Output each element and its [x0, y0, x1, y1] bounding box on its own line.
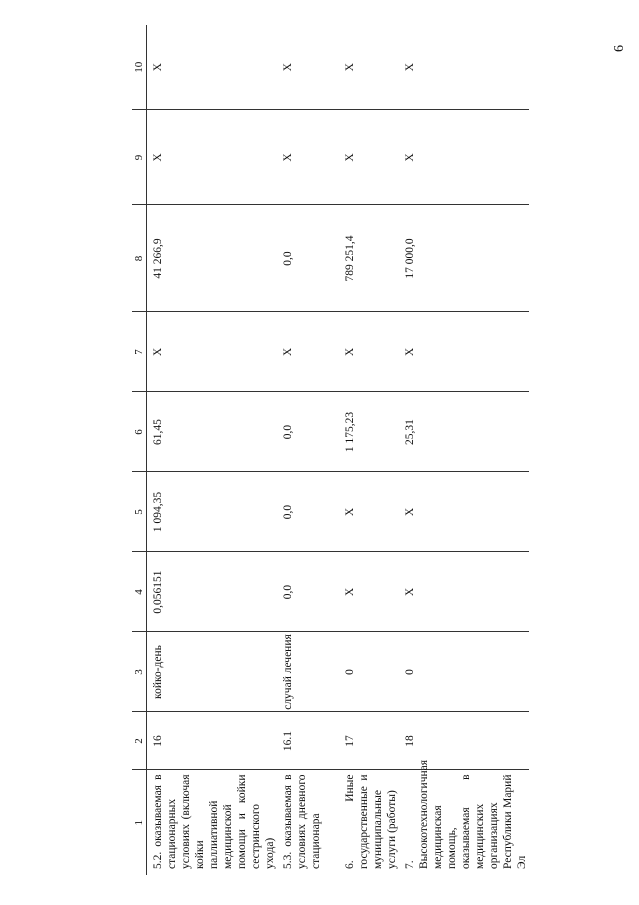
column-number: 8: [132, 205, 147, 312]
column-number: 4: [132, 552, 147, 632]
row-cost: X: [399, 472, 529, 552]
row-per-capita: 0,0: [277, 392, 339, 472]
row-col9: X: [277, 110, 339, 205]
row-unit: 0: [399, 632, 529, 712]
row-total: 789 251,4: [339, 205, 399, 312]
column-number: 3: [132, 632, 147, 712]
row-col7: X: [399, 312, 529, 392]
row-name: 7. Высокотехнологичная медицинская помощь, оказываемая в медицинских организациях Республики Марий Эл: [404, 759, 528, 869]
page-number: 6: [612, 45, 627, 52]
column-number: 10: [132, 25, 147, 110]
table-row: [277, 25, 339, 875]
table-row: [339, 25, 399, 875]
row-per-capita: 61,45: [147, 392, 278, 472]
column-number: 5: [132, 472, 147, 552]
row-col9: X: [399, 110, 529, 205]
column-number: 2: [132, 712, 147, 770]
column-number: 7: [132, 312, 147, 392]
row-col7: X: [339, 312, 399, 392]
column-number: 6: [132, 392, 147, 472]
column-number: 1: [132, 770, 147, 875]
column-number: 9: [132, 110, 147, 205]
row-line-number: 16.1: [277, 712, 339, 770]
row-total: 0,0: [277, 205, 339, 312]
row-cost: 1 094,35: [147, 472, 278, 552]
row-cost: 0,0: [277, 472, 339, 552]
row-total: 17 000,0: [399, 205, 529, 312]
row-line-number: 16: [147, 712, 278, 770]
rotated-table-container: [132, 25, 632, 875]
row-col10: X: [147, 25, 278, 110]
row-unit: койко-день: [147, 632, 278, 712]
row-col10: X: [339, 25, 399, 110]
row-col9: X: [147, 110, 278, 205]
row-unit: случай лечения: [277, 632, 339, 712]
row-volume: 0,0: [277, 552, 339, 632]
row-volume: 0,056151: [147, 552, 278, 632]
row-col7: X: [147, 312, 278, 392]
row-name: 5.2. оказываемая в стационарных условиях (включая койки паллиативной медицинской помощи и койки сестринского ухода): [152, 774, 276, 869]
row-volume: X: [339, 552, 399, 632]
row-col10: X: [277, 25, 339, 110]
column-number-row: [132, 25, 147, 875]
data-table: [132, 25, 529, 875]
row-unit: 0: [339, 632, 399, 712]
row-per-capita: 25,31: [399, 392, 529, 472]
row-total: 41 266,9: [147, 205, 278, 312]
row-name: 6. Иные государственные и муниципальные услуги (работы): [344, 774, 398, 869]
row-volume: X: [399, 552, 529, 632]
table-row: [147, 25, 278, 875]
row-name: 5.3. оказываемая в условиях дневного стационара: [282, 774, 322, 869]
row-col9: X: [339, 110, 399, 205]
row-per-capita: 1 175,23: [339, 392, 399, 472]
table-row: [399, 25, 529, 875]
row-line-number: 18: [399, 712, 529, 770]
row-col7: X: [277, 312, 339, 392]
row-cost: X: [339, 472, 399, 552]
row-col10: X: [399, 25, 529, 110]
row-line-number: 17: [339, 712, 399, 770]
